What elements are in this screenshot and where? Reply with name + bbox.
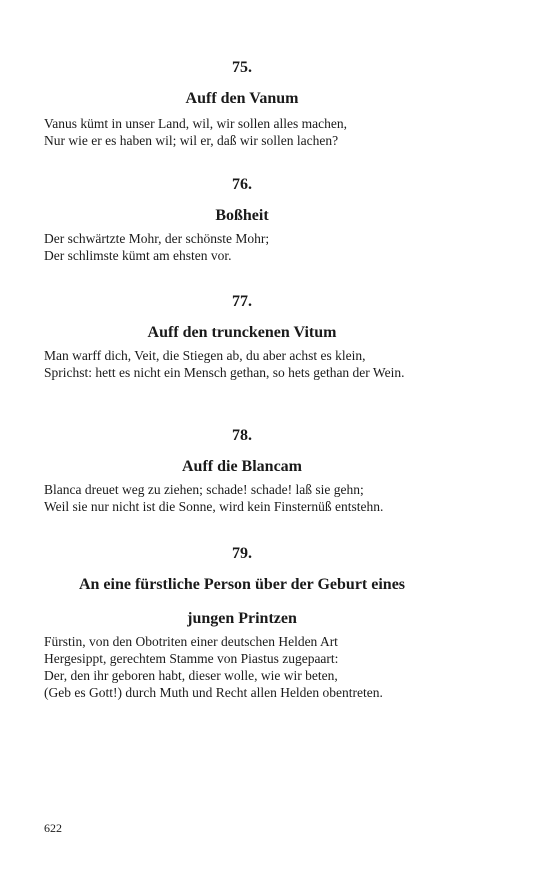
poem-number: 79. xyxy=(232,545,252,562)
page-number: 622 xyxy=(44,821,62,835)
verse-line: Vanus kümt in unser Land, wil, wir sollen alles machen, xyxy=(44,116,347,131)
poem-77 xyxy=(44,292,440,381)
poem-79 xyxy=(44,544,440,701)
poem-title xyxy=(44,316,440,350)
verse-line: Der schwärtzte Mohr, der schönste Mohr; xyxy=(44,231,270,246)
poem-number: 75. xyxy=(232,59,252,76)
poem-number: 77. xyxy=(232,293,252,310)
verse-line: Weil sie nur nicht ist die Sonne, wird kein Finsternüß entstehn. xyxy=(44,499,384,514)
poem-number: 78. xyxy=(232,427,252,444)
poem-title-line: Auff den trunckenen Vitum xyxy=(147,324,337,341)
verse-line: Man warff dich, Veit, die Stiegen ab, du aber achst es klein, xyxy=(44,348,366,363)
poem-verse xyxy=(44,230,440,264)
poem-title-line: Auff die Blancam xyxy=(182,458,302,475)
poem-title-line: An eine fürstliche Person über der Geburt eines xyxy=(78,576,406,593)
poem-title xyxy=(44,82,440,116)
poem-title-line: jungen Printzen xyxy=(187,610,297,627)
poem-verse xyxy=(44,633,440,701)
verse-line: (Geb es Gott!) durch Muth und Recht allen Helden obentreten. xyxy=(44,685,383,700)
verse-line: Der schlimste kümt am ehsten vor. xyxy=(44,248,232,263)
poem-title-line: Auff den Vanum xyxy=(185,90,299,107)
poem-75 xyxy=(44,58,440,149)
verse-line: Der, den ihr geboren habt, dieser wolle, wie wir beten, xyxy=(44,668,338,683)
verse-line: Fürstin, von den Obotriten einer deutschen Helden Art xyxy=(44,634,338,649)
poem-verse xyxy=(44,481,440,515)
poem-title xyxy=(44,450,440,484)
poem-76 xyxy=(44,175,440,264)
poem-number: 76. xyxy=(232,176,252,193)
verse-line: Hergesippt, gerechtem Stamme von Piastus zugepaart: xyxy=(44,651,339,666)
poem-title xyxy=(44,568,440,636)
poem-verse xyxy=(44,347,440,381)
poem-title xyxy=(44,199,440,233)
poem-78 xyxy=(44,426,440,515)
poem-title-line: Boßheit xyxy=(215,207,269,224)
poem-verse xyxy=(44,115,440,149)
verse-line: Blanca dreuet weg zu ziehen; schade! schade! laß sie gehn; xyxy=(44,482,364,497)
verse-line: Nur wie er es haben wil; wil er, daß wir sollen lachen? xyxy=(44,133,339,148)
verse-line: Sprichst: hett es nicht ein Mensch gethan, so hets gethan der Wein. xyxy=(44,365,405,380)
